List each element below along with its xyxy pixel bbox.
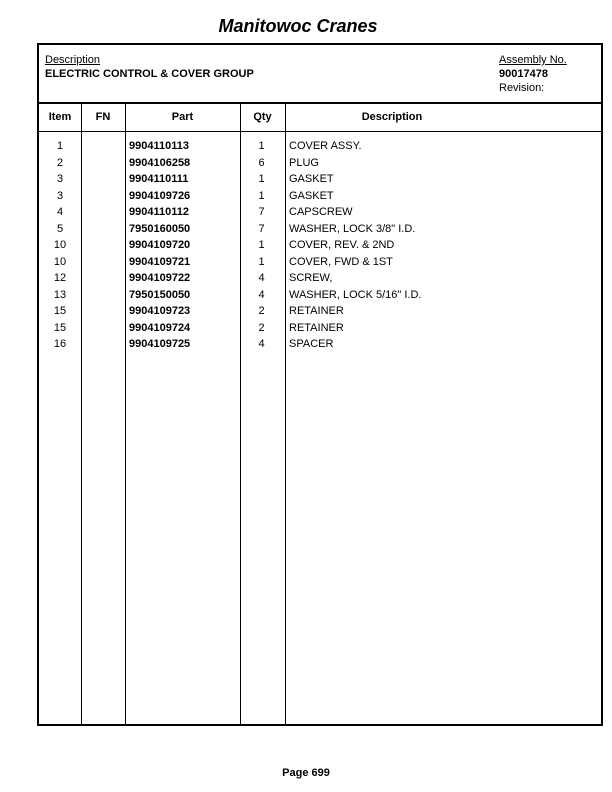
quantity-cell: 1 [258, 189, 265, 202]
item-cell: 10 [53, 239, 67, 251]
part-number-cell: 9904109726 [129, 189, 191, 202]
description-cell: COVER, FWD & 1ST [289, 255, 393, 268]
table-row [39, 239, 601, 256]
part-number-cell: 9904109724 [129, 321, 191, 334]
item-cell: 16 [53, 338, 67, 350]
description-value: ELECTRIC CONTROL & COVER GROUP [45, 68, 254, 80]
assembly-number-value: 90017478 [499, 68, 548, 80]
part-number-cell: 9904109722 [129, 272, 191, 284]
page-title: Manitowoc Cranes [218, 16, 378, 36]
item-cell: 12 [53, 272, 67, 284]
table-row [39, 272, 601, 289]
description-cell: PLUG [289, 156, 319, 169]
description-cell: RETAINER [289, 321, 344, 334]
quantity-cell: 7 [258, 206, 265, 218]
description-label: Description [45, 54, 101, 66]
description-cell: WASHER, LOCK 5/16" I.D. [289, 288, 422, 301]
item-cell: 13 [53, 288, 67, 301]
quantity-cell: 1 [258, 140, 265, 152]
page-number: Page 699 [282, 767, 330, 779]
quantity-cell: 7 [258, 222, 265, 235]
quantity-cell: 4 [258, 288, 265, 301]
quantity-cell: 1 [258, 239, 265, 251]
column-header-description: Description [361, 111, 423, 123]
part-number-cell: 9904109720 [129, 239, 191, 251]
description-cell: WASHER, LOCK 3/8" I.D. [289, 222, 416, 235]
item-cell: 1 [56, 140, 64, 152]
item-cell: 4 [56, 206, 64, 218]
description-cell: COVER ASSY. [289, 140, 362, 152]
table-row [39, 322, 601, 339]
table-row [39, 223, 601, 240]
description-cell: SCREW, [289, 272, 333, 284]
item-cell: 15 [53, 305, 67, 317]
item-cell: 3 [56, 173, 64, 185]
description-cell: RETAINER [289, 305, 344, 317]
description-cell: CAPSCREW [289, 206, 353, 218]
table-row [39, 173, 601, 190]
column-header-row [39, 104, 601, 132]
item-cell: 3 [56, 189, 64, 202]
part-number-cell: 7950160050 [129, 222, 191, 235]
table-row [39, 305, 601, 322]
description-cell: SPACER [289, 338, 334, 350]
column-header-fn: FN [95, 111, 111, 123]
table-row [39, 338, 601, 355]
quantity-cell: 4 [258, 272, 265, 284]
column-header-item: Item [48, 111, 72, 123]
part-number-cell: 9904106258 [129, 156, 191, 169]
item-cell: 2 [56, 156, 64, 169]
quantity-cell: 1 [258, 255, 265, 268]
table-row [39, 289, 601, 306]
part-number-cell: 9904109725 [129, 338, 191, 350]
quantity-cell: 2 [258, 305, 265, 317]
table-row [39, 256, 601, 273]
assembly-number-label: Assembly No. [499, 54, 567, 66]
item-cell: 10 [53, 255, 67, 268]
quantity-cell: 4 [258, 338, 265, 350]
description-cell: GASKET [289, 189, 334, 202]
revision-label: Revision: [499, 82, 545, 94]
item-cell: 15 [53, 321, 67, 334]
part-number-cell: 9904109723 [129, 305, 191, 317]
column-header-qty: Qty [253, 111, 272, 123]
quantity-cell: 2 [258, 321, 265, 334]
table-row [39, 190, 601, 207]
quantity-cell: 1 [258, 173, 265, 185]
part-number-cell: 9904110111 [129, 173, 189, 185]
table-row [39, 206, 601, 223]
description-cell: GASKET [289, 173, 334, 185]
parts-list-table [37, 43, 603, 726]
part-number-cell: 9904110112 [129, 206, 189, 218]
quantity-cell: 6 [258, 156, 265, 169]
item-cell: 5 [56, 222, 64, 235]
assembly-header [39, 45, 601, 104]
table-row [39, 157, 601, 174]
description-cell: COVER, REV. & 2ND [289, 239, 395, 251]
part-number-cell: 7950150050 [129, 288, 191, 301]
part-number-cell: 9904109721 [129, 255, 191, 268]
table-row [39, 140, 601, 157]
column-header-part: Part [171, 111, 194, 123]
part-number-cell: 9904110113 [129, 140, 189, 152]
